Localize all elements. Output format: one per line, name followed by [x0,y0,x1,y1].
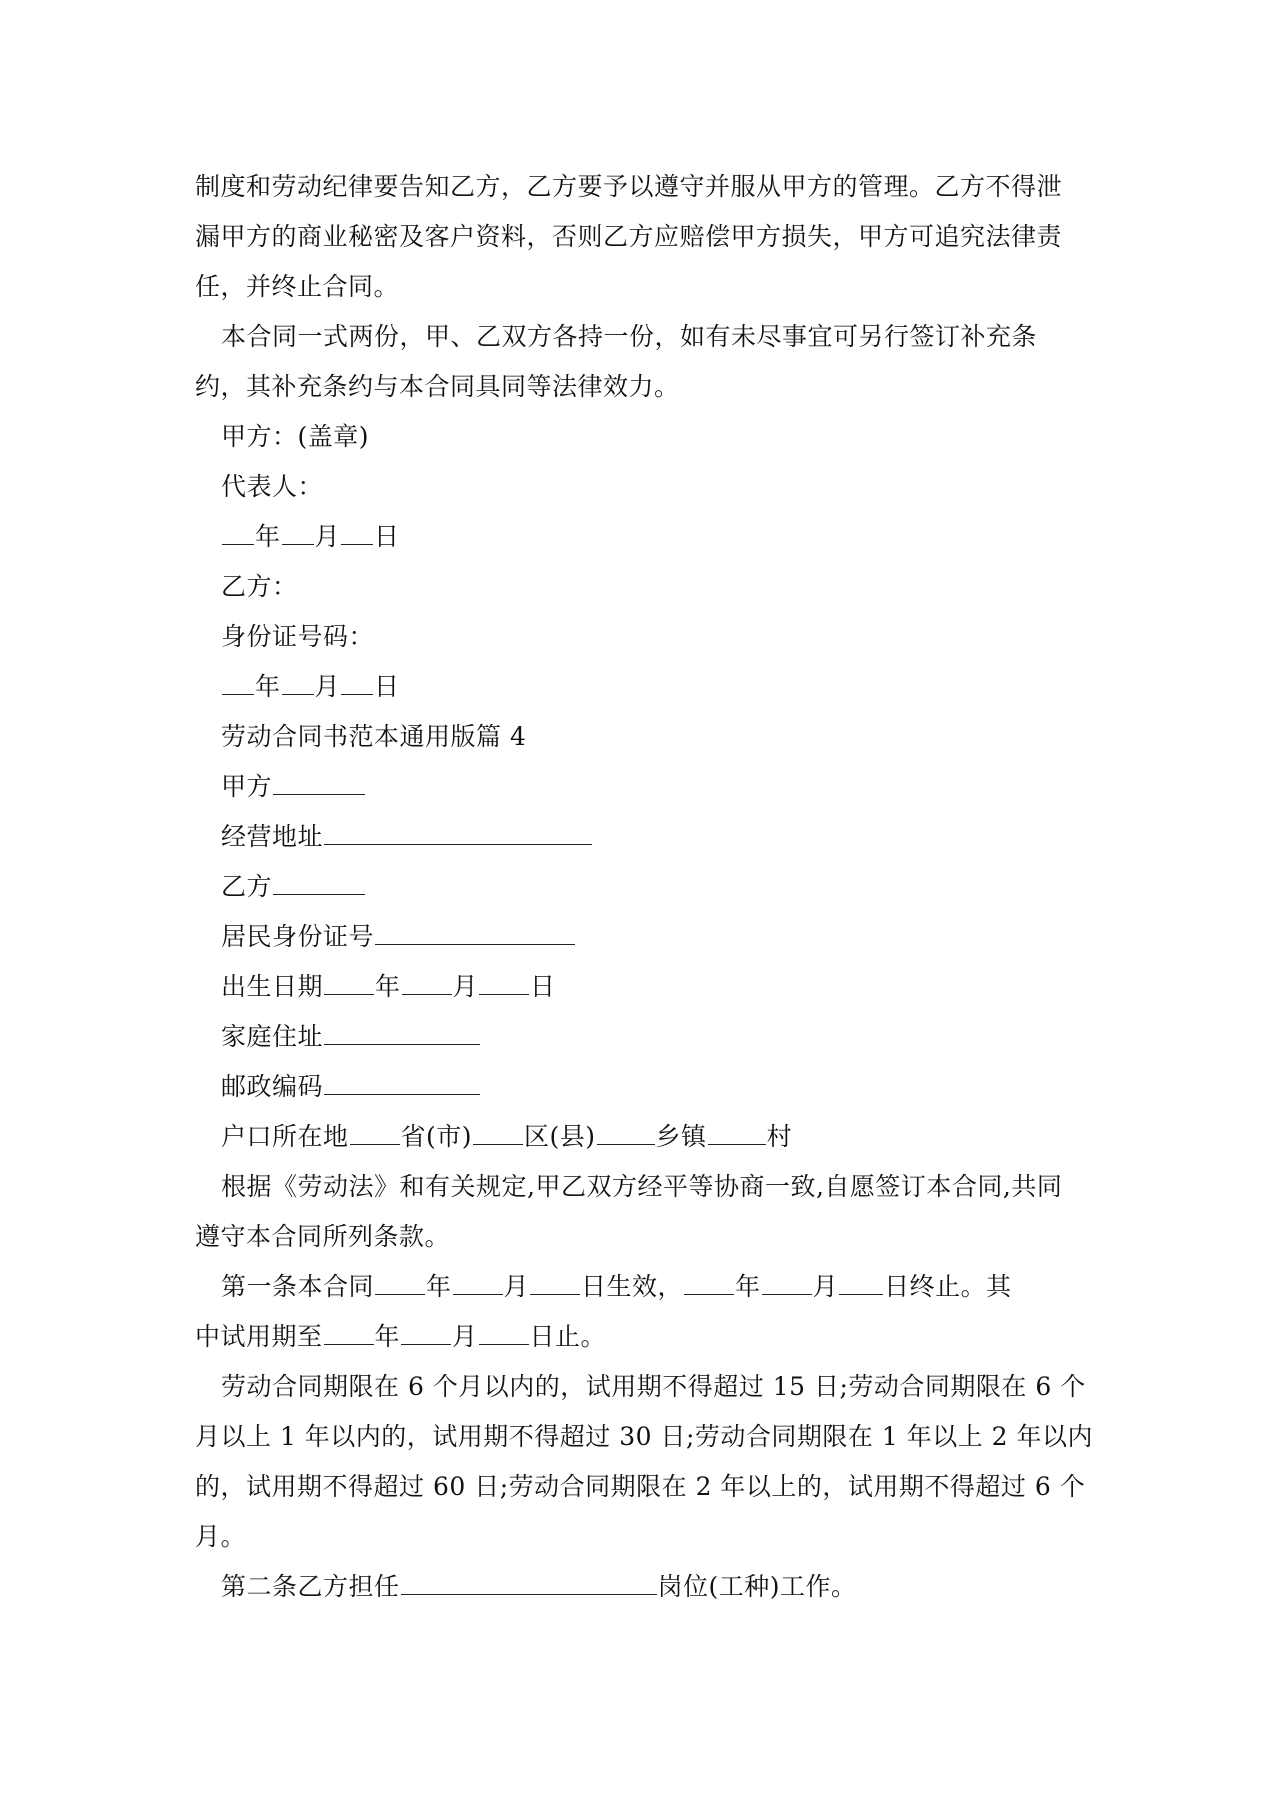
month-blank[interactable] [762,1274,812,1295]
month-blank[interactable] [401,1324,451,1345]
form-address [195,812,1090,862]
form-hukou [195,1112,1090,1162]
effective-label: 日生效， [581,1272,684,1301]
form-postal-code [195,1062,1090,1112]
paragraph-line: 漏甲方的商业秘密及客户资料，否则乙方应赔偿甲方损失，甲方可追究法律责 [195,222,1063,251]
paragraph-line: 遵守本合同所列条款。 [195,1222,451,1251]
form-party-a [195,762,1090,812]
month-label: 月 [452,1322,478,1351]
paragraph-line: 的，试用期不得超过 60 日;劳动合同期限在 2 年以上的，试用期不得超过 6 个 [195,1472,1086,1501]
party-b-label: 乙方 [221,872,273,901]
month-label: 月 [452,972,479,1001]
trial-end-label: 日止。 [529,1322,607,1351]
month-label: 月 [812,1272,839,1301]
month-label: 月 [503,1272,530,1301]
party-a-blank[interactable] [273,774,365,795]
day-label: 日 [374,522,400,551]
province-label: 省(市) [400,1122,473,1151]
form-resident-id [195,912,1090,962]
home-address-blank[interactable] [324,1024,480,1045]
year-blank[interactable] [222,524,254,545]
village-label: 村 [766,1122,793,1151]
paragraph-line: 任，并终止合同。 [195,272,400,301]
year-blank[interactable] [684,1274,734,1295]
form-home-address [195,1012,1090,1062]
article2-suffix: 岗位(工种)工作。 [657,1572,857,1601]
party-a-label: 甲方 [221,772,273,801]
month-blank[interactable] [282,524,314,545]
day-blank[interactable] [479,974,529,995]
year-blank[interactable] [222,674,254,695]
terminate-label: 日终止。其 [884,1272,1012,1301]
year-blank[interactable] [324,1324,374,1345]
day-label: 日 [374,672,400,701]
province-blank[interactable] [350,1124,400,1145]
day-blank[interactable] [479,1324,529,1345]
representative-label: 代表人： [221,472,324,501]
district-label: 区(县) [524,1122,596,1151]
month-label: 月 [314,522,341,551]
paragraph-line: 制度和劳动纪律要告知乙方，乙方要予以遵守并服从甲方的管理。乙方不得泄 [195,172,1063,201]
paragraph-line: 劳动合同期限在 6 个月以内的，试用期不得超过 15 日;劳动合同期限在 6 个 [221,1372,1086,1401]
paragraph-line: 本合同一式两份，甲、乙双方各持一份，如有未尽事宜可另行签订补充条 [221,322,1038,351]
resident-id-blank[interactable] [375,924,575,945]
village-blank[interactable] [708,1124,766,1145]
section-title: 劳动合同书范本通用版篇 4 [221,722,527,751]
postal-code-blank[interactable] [324,1074,480,1095]
article1-line [195,1262,1090,1312]
day-label: 日 [530,972,556,1001]
town-label: 乡镇 [655,1122,707,1151]
year-label: 年 [735,1272,761,1301]
resident-id-label: 居民身份证号 [221,922,375,951]
article1-trial-line [195,1312,1090,1362]
day-blank[interactable] [341,674,373,695]
month-blank[interactable] [402,974,452,995]
year-label: 年 [374,1322,401,1351]
year-label: 年 [255,672,281,701]
paragraph-line: 月以上 1 年以内的，试用期不得超过 30 日;劳动合同期限在 1 年以上 2 年以内 [195,1422,1094,1451]
year-blank[interactable] [375,1274,425,1295]
year-label: 年 [375,972,401,1001]
district-blank[interactable] [473,1124,523,1145]
month-label: 月 [314,672,341,701]
party-b-blank[interactable] [273,874,365,895]
day-blank[interactable] [530,1274,580,1295]
id-number-label: 身份证号码： [221,622,375,651]
year-label: 年 [426,1272,452,1301]
paragraph-line: 约，其补充条约与本合同具同等法律效力。 [195,372,680,401]
party-b-label: 乙方： [221,572,298,601]
hukou-label: 户口所在地 [221,1122,349,1151]
home-address-label: 家庭住址 [221,1022,324,1051]
month-blank[interactable] [453,1274,503,1295]
month-blank[interactable] [282,674,314,695]
year-label: 年 [255,522,281,551]
article2-prefix: 第二条乙方担任 [221,1572,400,1601]
document-page [195,162,1094,1612]
postal-code-label: 邮政编码 [221,1072,324,1101]
birth-date-label: 出生日期 [221,972,324,1001]
article2-line [195,1562,1090,1612]
article1-prefix: 第一条本合同 [221,1272,375,1301]
day-blank[interactable] [341,524,373,545]
day-blank[interactable] [839,1274,883,1295]
paragraph-line: 月。 [195,1522,247,1551]
trial-prefix: 中试用期至 [195,1322,323,1351]
position-blank[interactable] [401,1574,657,1595]
year-blank[interactable] [324,974,374,995]
address-label: 经营地址 [221,822,324,851]
paragraph-line: 根据《劳动法》和有关规定,甲乙双方经平等协商一致,自愿签订本合同,共同 [221,1172,1063,1201]
date-line [195,662,1090,712]
form-birth-date [195,962,1090,1012]
address-blank[interactable] [324,824,592,845]
town-blank[interactable] [597,1124,655,1145]
party-a-seal: 甲方：(盖章) [221,422,370,451]
form-party-b [195,862,1090,912]
date-line [195,512,1090,562]
